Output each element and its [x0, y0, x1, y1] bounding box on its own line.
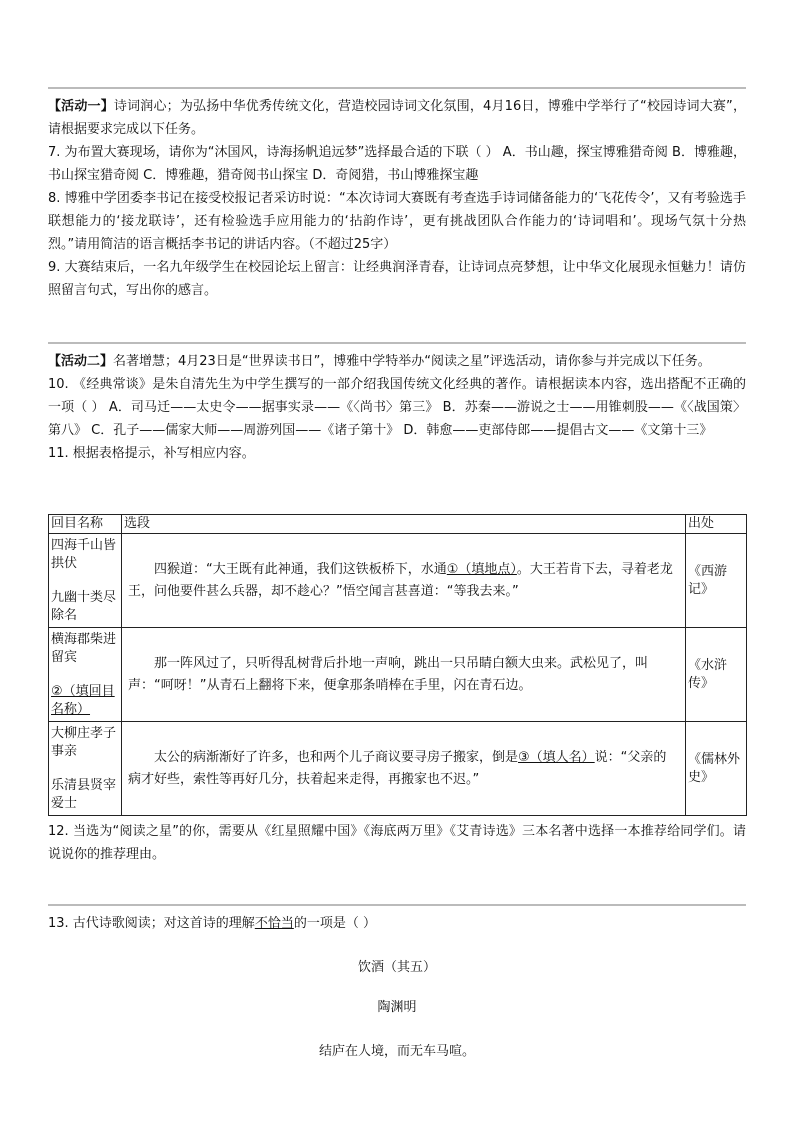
question-7: 7. 为布置大赛现场，请你为“沐国风，诗海扬帆追远梦”选择最合适的下联（ ） A．书山趣，探宝博雅猎奇阅 B．博雅趣，书山探宝猎奇阅 C．博雅趣，猎奇阅书山探宝 D．奇阅猎，书山博雅探宝趣: [48, 145, 746, 183]
passage-text: 。大王若肯下去，寻着老龙王，问他要件甚么兵器，却不趁心？”悟空闻言甚喜道：“等我去来。”: [128, 561, 673, 599]
activity-one-label: 【活动一】: [48, 99, 114, 114]
source-cell: 《水浒传》: [686, 628, 747, 722]
fill-blank-2: ②（填回目名称）: [51, 683, 115, 717]
passage-cell: [122, 534, 686, 628]
passage-cell: 那一阵风过了，只听得乱树背后扑地一声响，跳出一只吊睛白额大虫来。武松见了，叫声：“呵呀！”从青石上翻将下来，便拿那条哨棒在手里，闪在青石边。: [122, 628, 686, 722]
source-cell: 《西游记》: [686, 534, 747, 628]
question-12-block: [48, 820, 746, 866]
poem-author: 陶渊明: [377, 1000, 417, 1015]
chapter-title-line: 九幽十类尽除名: [51, 589, 117, 623]
table-header-source: 出处: [686, 515, 747, 534]
question-9: 9. 大赛结束后，一名九年级学生在校园论坛上留言：让经典润泽青春，让诗词点亮梦想，让中华文化展现永恒魅力！请仿照留言句式，写出你的感言。: [48, 260, 746, 298]
section-divider: [48, 904, 746, 906]
section-divider: [48, 342, 746, 344]
question-8: 8. 博雅中学团委李书记在接受校报记者采访时说：“本次诗词大赛既有考查选手诗词储备能力的‘飞花传令’，又有考验选手联想能力的‘接龙联诗’，还有检验选手应用能力的‘拈韵作诗’，更有挑战团队合作能力的‘诗词唱和’。现场气氛十分热烈。”请用简洁的语言概括李书记的讲话内容。（不超过25字）: [48, 191, 746, 252]
question-13-suffix: 的一项是（ ）: [293, 916, 376, 931]
activity-two-intro: [48, 350, 746, 373]
source-cell: 《儒林外史》: [686, 722, 747, 816]
passage-cell: [122, 722, 686, 816]
chapter-title-line: 横海郡柴进留宾: [51, 631, 117, 665]
poem-title: 饮酒（其五）: [357, 960, 436, 975]
passage-text: 说：“父亲的病才好些，索性等再好几分，扶着起来走得，再搬家也不迟。”: [128, 749, 667, 787]
passage-text: 太公的病渐渐好了许多，也和两个儿子商议要寻房子搬家，倒是: [154, 749, 519, 765]
chapter-title-cell: [49, 628, 122, 722]
chapter-title-line: 四海千山皆拱伏: [51, 537, 117, 571]
passage-text: 四猴道：“大王既有此神通，我们这铁板桥下，水通: [154, 561, 447, 577]
chapter-title-cell: [49, 534, 122, 628]
fill-blank-3: ③（填人名）: [518, 749, 595, 765]
question-13-block: [48, 912, 746, 935]
question-10: 10. 《经典常谈》是朱自清先生为中学生撰写的一部介绍我国传统文化经典的著作。请根据读本内容，选出搭配不正确的一项（ ） A．司马迁——太史令——据事实录——《〈尚书〉第三》 B．苏秦——游说之士——用锥刺股——《〈战国策〉第八》 C．孔子——儒家大师——周游列国——《诸子第十》 D．韩愈——吏部侍郎——提倡古文——《文第十三》: [48, 377, 746, 438]
question-13-prefix: 13. 古代诗歌阅读；对这首诗的理解: [48, 916, 255, 931]
table-row: [49, 628, 747, 722]
activity-two-text: 名著增慧；4月23日是“世界读书日”，博雅中学特举办“阅读之星”评选活动，请你参与并完成以下任务。: [113, 354, 711, 369]
activity-one-section: [48, 95, 746, 302]
fill-blank-1: ①（填地点）: [446, 561, 517, 577]
activity-one-intro: [48, 95, 746, 141]
chapter-title-line: 乐清县贤宰爱士: [51, 777, 117, 811]
activity-two-section: [48, 350, 746, 465]
reading-table: [48, 514, 747, 816]
question-12: 12. 当选为“阅读之星”的你，需要从《红星照耀中国》《海底两万里》《艾青诗选》三本名著中选择一本推荐给同学们。请说说你的推荐理由。: [48, 824, 746, 862]
table-header-row: [49, 515, 747, 534]
table-header-passage: 选段: [122, 515, 686, 534]
question-13: [48, 912, 746, 935]
activity-one-text: 诗词润心；为弘扬中华优秀传统文化，营造校园诗词文化氛围，4月16日，博雅中学举行了“校园诗词大赛”，请根据要求完成以下任务。: [48, 99, 746, 137]
chapter-title-line: 大柳庄孝子事亲: [51, 725, 117, 759]
activity-two-label: 【活动二】: [48, 354, 114, 369]
question-11: 11. 根据表格提示，补写相应内容。: [48, 446, 255, 461]
poem-line: 结庐在人境，而无车马喧。: [318, 1044, 475, 1059]
section-divider: [48, 87, 746, 89]
table-row: [49, 534, 747, 628]
table-header-chapter: 回目名称: [49, 515, 122, 534]
table-row: [49, 722, 747, 816]
question-13-emphasis: 不恰当: [254, 916, 294, 931]
chapter-title-cell: [49, 722, 122, 816]
